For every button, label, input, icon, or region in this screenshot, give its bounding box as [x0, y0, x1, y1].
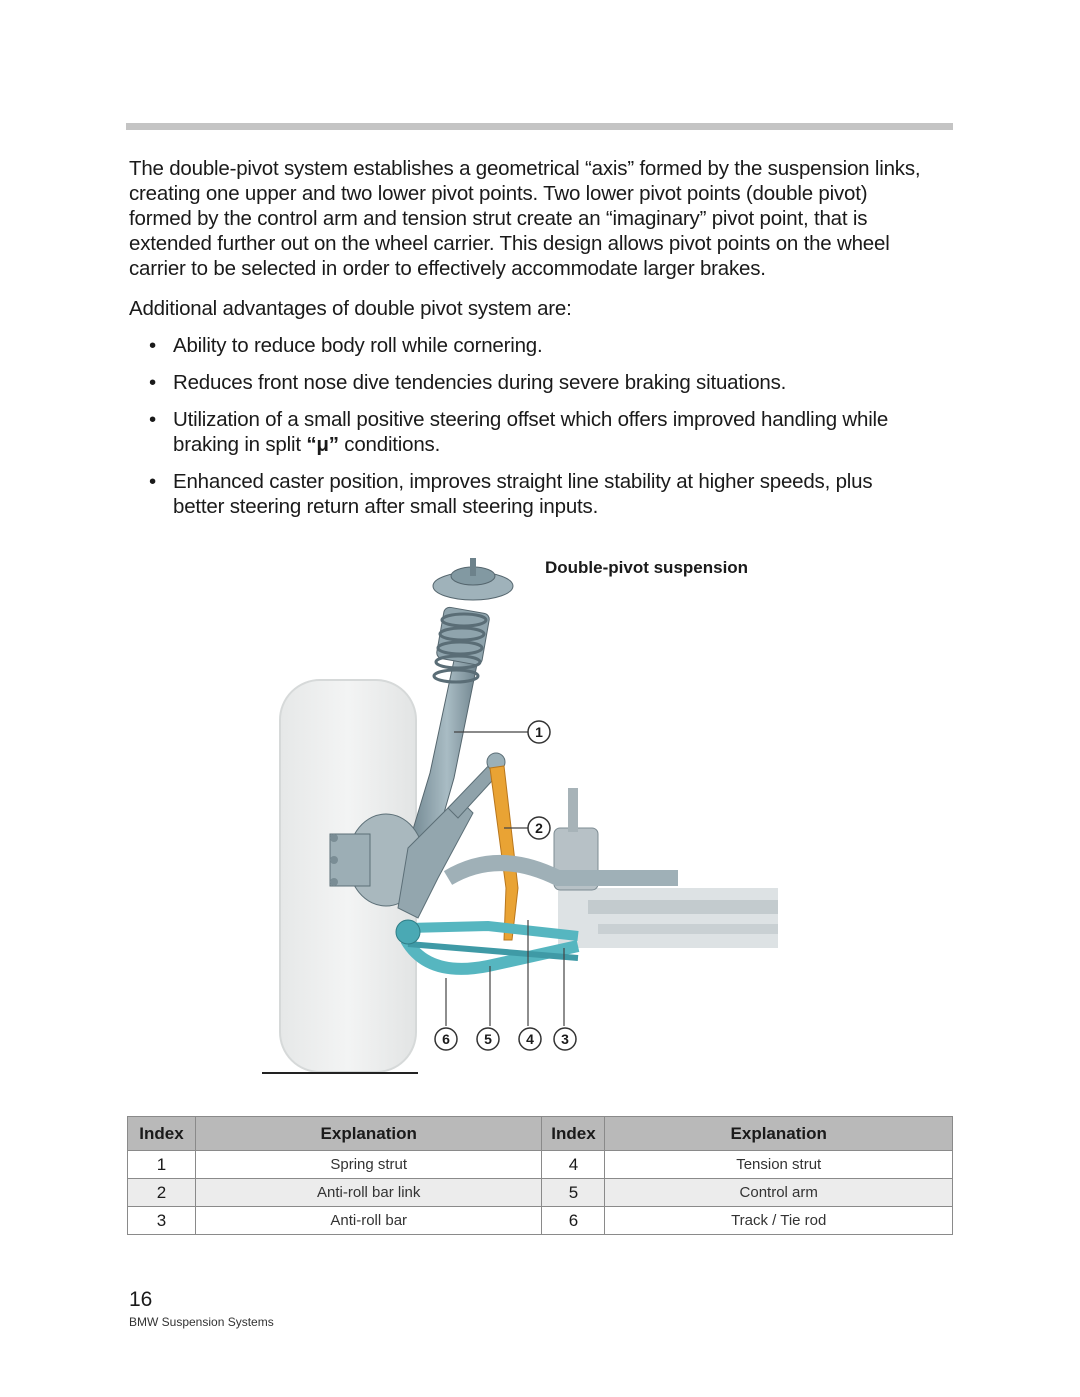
- page-number: 16: [129, 1288, 153, 1311]
- column-header: Index: [128, 1117, 196, 1151]
- advantage-item: • Enhanced caster position, improves straight line stability at higher speeds, plus better steering return after small steering inputs.: [129, 469, 889, 519]
- column-header: Explanation: [605, 1117, 953, 1151]
- column-header: Index: [542, 1117, 605, 1151]
- index-cell: 6: [542, 1207, 605, 1235]
- svg-text:4: 4: [526, 1031, 534, 1047]
- advantages-list: [129, 333, 889, 531]
- suspension-illustration: [258, 548, 778, 1080]
- callout-2: [528, 817, 550, 839]
- figure-title: Double-pivot suspension: [545, 558, 749, 577]
- document-name: BMW Suspension Systems: [129, 1315, 274, 1329]
- index-cell: 3: [128, 1207, 196, 1235]
- explanation-cell: Spring strut: [195, 1151, 542, 1179]
- index-table: [127, 1116, 953, 1235]
- index-cell: 5: [542, 1179, 605, 1207]
- table-row: [128, 1179, 953, 1207]
- table-row: [128, 1151, 953, 1179]
- index-cell: 2: [128, 1179, 196, 1207]
- explanation-cell: Anti-roll bar: [195, 1207, 542, 1235]
- advantages-heading: Additional advantages of double pivot system are:: [129, 297, 572, 320]
- svg-text:3: 3: [561, 1031, 569, 1047]
- anti-roll-bar-link: [490, 766, 518, 940]
- explanation-cell: Control arm: [605, 1179, 953, 1207]
- svg-text:6: 6: [442, 1031, 450, 1047]
- explanation-cell: Tension strut: [605, 1151, 953, 1179]
- svg-text:5: 5: [484, 1031, 492, 1047]
- svg-text:2: 2: [535, 820, 543, 836]
- advantage-item: • Ability to reduce body roll while cornering.: [129, 333, 889, 358]
- callout-4: [519, 1028, 541, 1050]
- callout-6: [435, 1028, 457, 1050]
- index-cell: 1: [128, 1151, 196, 1179]
- top-rule: [126, 123, 953, 130]
- callout-3: [554, 1028, 576, 1050]
- advantage-item: • Utilization of a small positive steering offset which offers improved handling while braking in split “μ” conditions.: [129, 407, 889, 457]
- intro-paragraph: The double-pivot system establishes a geometrical “axis” formed by the suspension links, creating one upper and two lower pivot points. Two lower pivot points (double pivot) formed by the control arm and tension strut create an “imaginary” pivot point, that is extended further out on the wheel carrier. This design allows pivot points on the wheel carrier to be selected in order to effectively accommodate larger brakes.: [129, 157, 921, 280]
- callout-5: [477, 1028, 499, 1050]
- column-header: Explanation: [195, 1117, 542, 1151]
- callout-1: [528, 721, 550, 743]
- table-row: [128, 1207, 953, 1235]
- explanation-cell: Anti-roll bar link: [195, 1179, 542, 1207]
- mu-symbol: “μ”: [306, 433, 339, 456]
- table-header-row: [128, 1117, 953, 1151]
- explanation-cell: Track / Tie rod: [605, 1207, 953, 1235]
- suspension-figure: [258, 548, 778, 1080]
- tension-strut: [408, 926, 578, 936]
- subframe: [558, 888, 778, 948]
- index-cell: 4: [542, 1151, 605, 1179]
- svg-text:1: 1: [535, 724, 543, 740]
- advantage-item: • Reduces front nose dive tendencies during severe braking situations.: [129, 370, 889, 395]
